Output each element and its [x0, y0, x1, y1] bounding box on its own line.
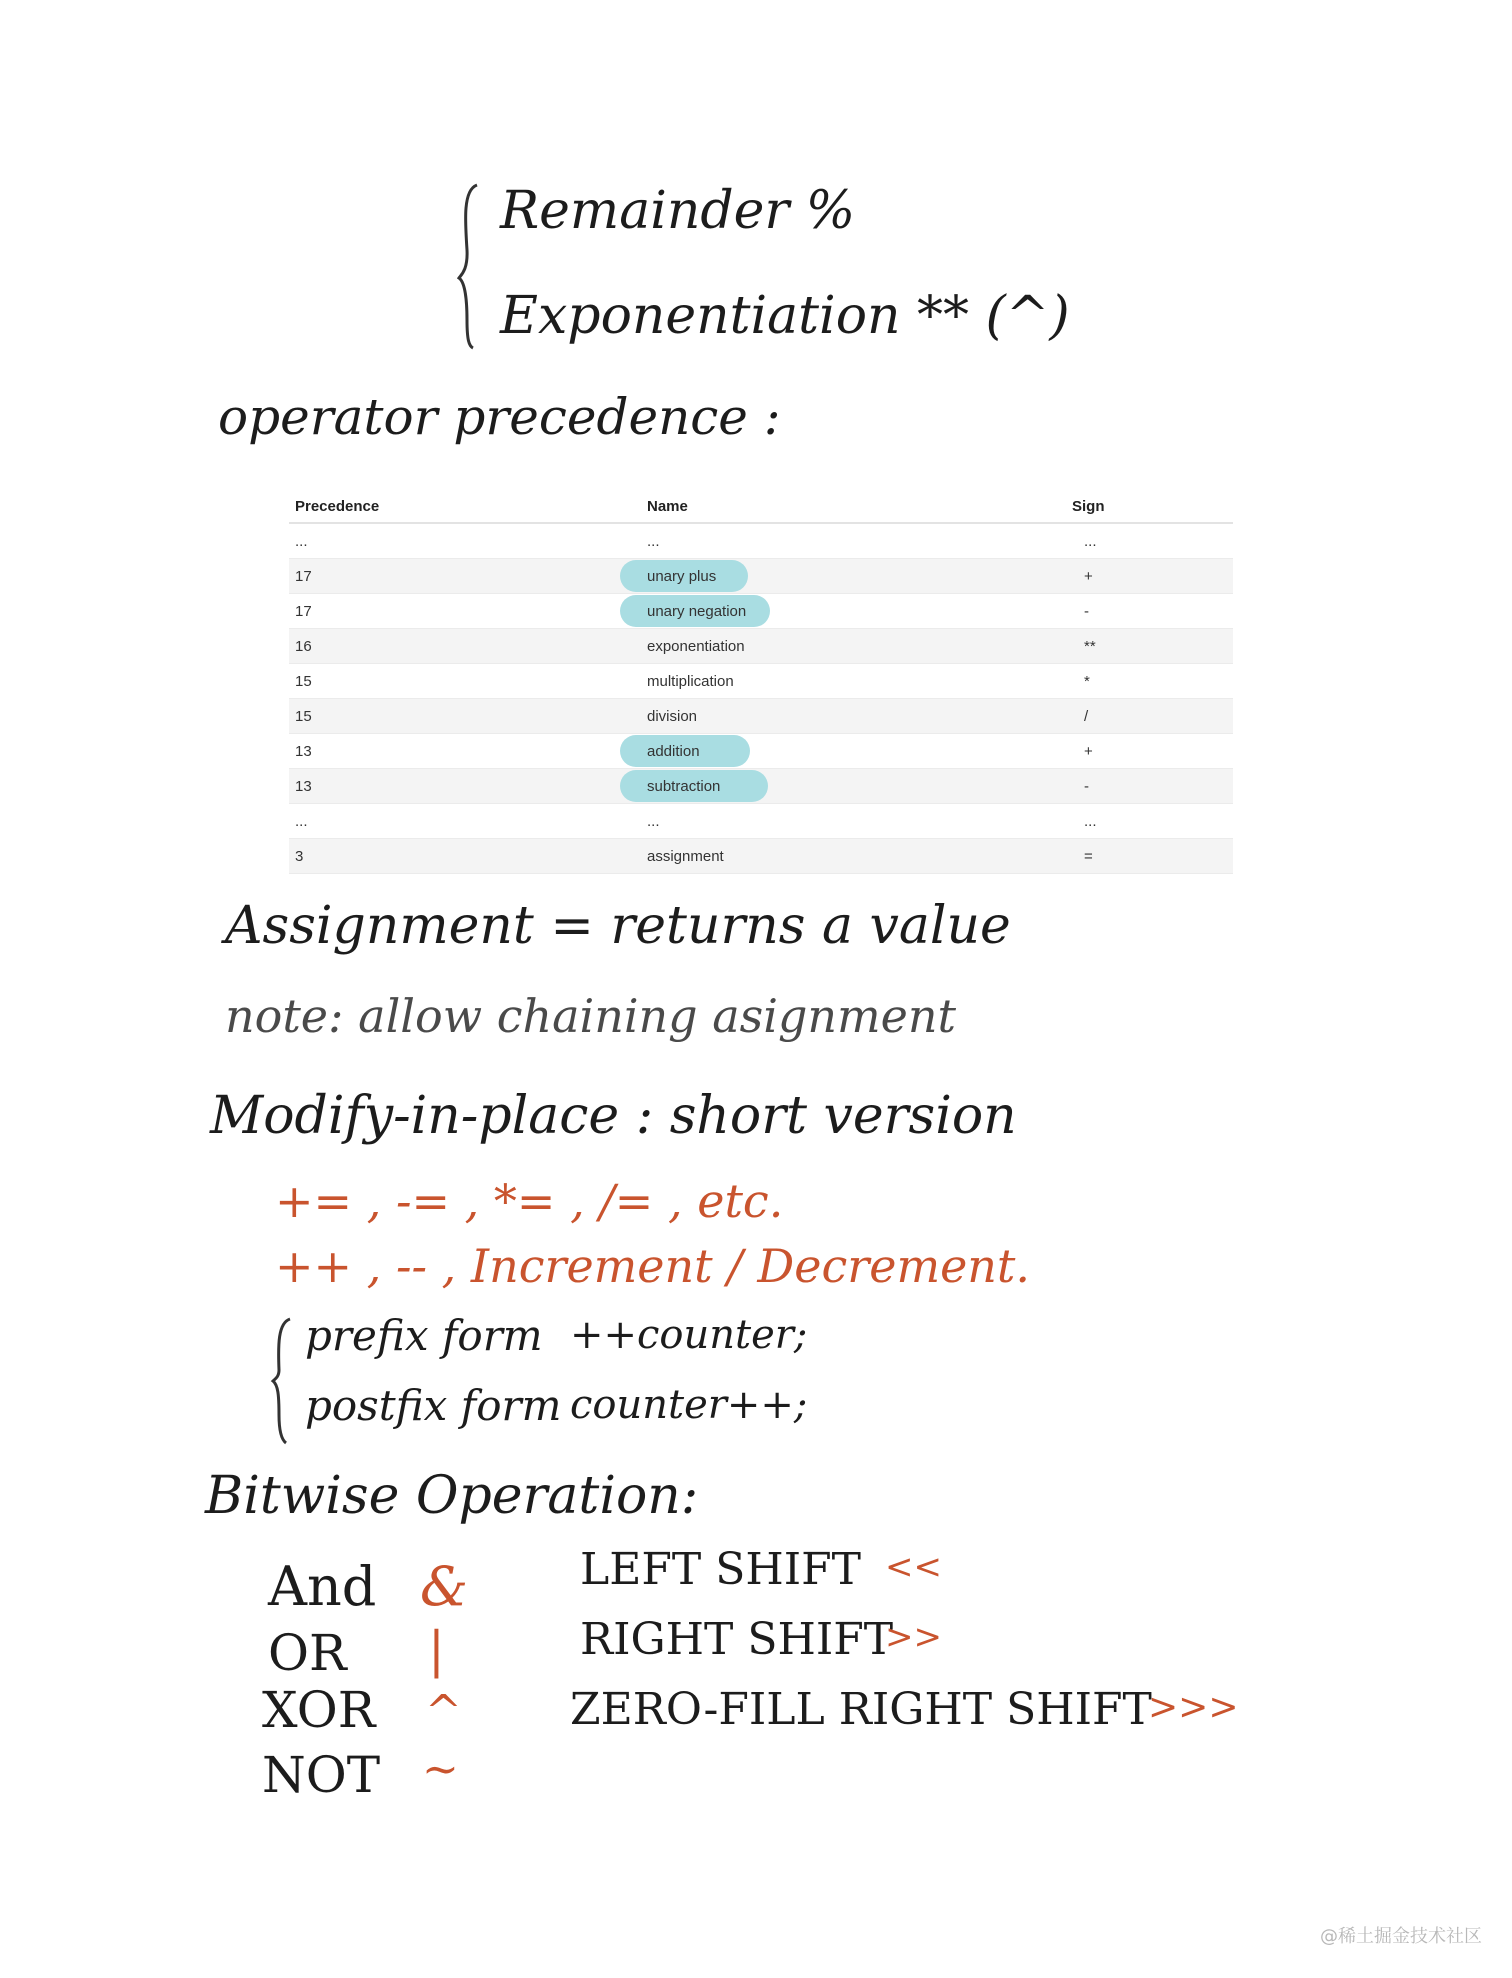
name-text: multiplication	[647, 672, 734, 690]
postfix-form-label: postfix form	[305, 1381, 562, 1430]
name-text: ...	[647, 812, 660, 830]
name-cell	[647, 533, 1057, 550]
bitwise-op-sign: |	[428, 1621, 445, 1679]
assignment-note: note: allow chaining asignment	[225, 989, 957, 1043]
modify-title: Modify-in-place : short version	[210, 1086, 1017, 1146]
name-cell	[647, 594, 1057, 628]
operator-precedence-title: operator precedence :	[218, 388, 781, 446]
sign-cell: -	[1084, 602, 1089, 620]
postfix-form-code: counter++;	[570, 1382, 808, 1428]
table-body	[289, 524, 1233, 874]
name-text: unary negation	[647, 602, 747, 620]
header-precedence: Precedence	[295, 497, 380, 515]
remainder-note: Remainder %	[500, 181, 856, 241]
table-row	[289, 664, 1233, 699]
name-text: addition	[647, 742, 700, 760]
shift-sign: >>	[885, 1617, 942, 1657]
sign-cell: /	[1084, 707, 1089, 725]
precedence-cell: 13	[295, 742, 312, 760]
table-row	[289, 524, 1233, 559]
bitwise-op-name: NOT	[262, 1746, 381, 1804]
sign-cell: ...	[1084, 532, 1097, 550]
table-row	[289, 804, 1233, 839]
name-text: division	[647, 707, 698, 725]
shift-name: ZERO-FILL RIGHT SHIFT	[570, 1684, 1152, 1735]
name-cell	[647, 638, 1057, 655]
name-cell	[647, 848, 1057, 865]
table-row	[289, 769, 1233, 804]
precedence-cell: ...	[295, 812, 308, 830]
table-row	[289, 839, 1233, 874]
precedence-cell: 16	[295, 637, 312, 655]
sign-cell: **	[1084, 637, 1096, 655]
sign-cell: *	[1084, 672, 1090, 690]
name-text: ...	[647, 532, 660, 550]
precedence-table	[289, 490, 1233, 874]
precedence-cell: 13	[295, 777, 312, 795]
table-row	[289, 559, 1233, 594]
shift-sign: <<	[885, 1547, 942, 1587]
sign-cell: =	[1084, 847, 1093, 865]
shift-name: RIGHT SHIFT	[580, 1614, 894, 1665]
name-cell	[647, 673, 1057, 690]
table-row	[289, 629, 1233, 664]
precedence-cell: 17	[295, 567, 312, 585]
precedence-cell: 15	[295, 672, 312, 690]
brace-icon	[455, 180, 485, 350]
sign-cell: +	[1084, 742, 1093, 760]
name-cell	[647, 769, 1057, 803]
precedence-cell: 3	[295, 847, 304, 865]
header-sign: Sign	[1072, 497, 1105, 515]
bitwise-op-sign: ~	[422, 1744, 459, 1795]
prefix-form-label: prefix form	[305, 1311, 543, 1360]
modify-ops-line: += , -= , *= , /= , etc.	[275, 1174, 784, 1228]
exponentiation-note: Exponentiation ** (^)	[500, 286, 1070, 346]
precedence-cell: ...	[295, 532, 308, 550]
increment-line: ++ , -- , Increment / Decrement.	[275, 1239, 1031, 1293]
bitwise-op-sign: ^	[425, 1686, 462, 1737]
name-cell	[647, 734, 1057, 768]
table-row	[289, 699, 1233, 734]
name-text: assignment	[647, 847, 724, 865]
bitwise-title: Bitwise Operation:	[205, 1466, 699, 1526]
shift-name: LEFT SHIFT	[580, 1544, 861, 1595]
bitwise-op-name: And	[268, 1555, 377, 1618]
name-cell	[647, 559, 1057, 593]
watermark-text: @稀土掘金技术社区	[1320, 1926, 1482, 1947]
sign-cell: ...	[1084, 812, 1097, 830]
precedence-cell: 15	[295, 707, 312, 725]
name-text: unary plus	[647, 567, 717, 585]
name-text: exponentiation	[647, 637, 745, 655]
bitwise-op-sign: &	[420, 1555, 469, 1618]
precedence-cell: 17	[295, 602, 312, 620]
table-row	[289, 734, 1233, 769]
name-cell	[647, 708, 1057, 725]
name-text: subtraction	[647, 777, 721, 795]
brace-icon	[270, 1315, 296, 1445]
header-name: Name	[647, 497, 688, 515]
sign-cell: -	[1084, 777, 1089, 795]
sign-cell: +	[1084, 567, 1093, 585]
name-cell	[647, 813, 1057, 830]
bitwise-op-name: OR	[268, 1624, 347, 1682]
table-row	[289, 594, 1233, 629]
table-header	[289, 490, 1233, 524]
prefix-form-code: ++counter;	[570, 1312, 808, 1358]
assignment-line: Assignment = returns a value	[225, 896, 1011, 956]
bitwise-op-name: XOR	[262, 1681, 376, 1739]
shift-sign: >>>	[1148, 1687, 1239, 1728]
